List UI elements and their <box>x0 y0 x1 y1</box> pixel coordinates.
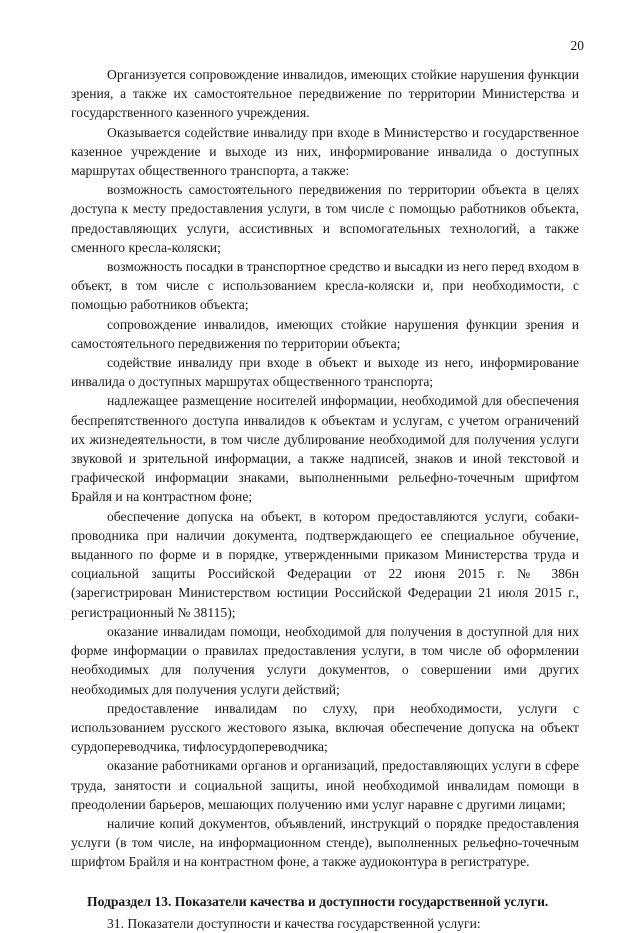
paragraph-information-placement: надлежащее размещение носителей информации, необходимой для обеспечения беспрепятственного доступа инвалидов к объектам и услугам, с учетом ограничений их жизнедеятельности, в том числе дублирование необходимой для получения услуги звуковой и зрительной информации, а также надписей, знаков и иной текстовой и графической информации знаками, выполненными рельефно-точечным шрифтом Брайля и на контрастном фоне; <box>71 393 579 505</box>
document-body <box>71 65 579 933</box>
paragraph-barrier-assistance: оказание работниками органов и организаций, предоставляющих услуги в сфере труда, занятости и социальной защиты, иной необходимой инвалидам помощи в преодолении барьеров, мешающих получению ими услуг наравне с другими лицами; <box>71 758 579 812</box>
paragraph-entry-assistance: Оказывается содействие инвалиду при входе в Министерство и государственное казенное учреждение и выходе из них, информирование инвалида о доступных маршрутах общественного транспорта, а также: <box>71 124 579 179</box>
paragraph-independent-movement: возможность самостоятельного передвижения по территории объекта в целях доступа к месту предоставления услуги, в том числе с помощью работников объекта, предоставляющих услуги, ассистивных и вспомогательных технологий, а также сменного кресла-коляски; <box>71 182 579 255</box>
paragraph-entry-exit-assistance: содействие инвалиду при входе в объект и выходе из него, информирование инвалида о доступных маршрутах общественного транспорта; <box>71 355 579 390</box>
paragraph-braille-documents: наличие копий документов, объявлений, инструкций о порядке предоставления услуги (в том числе, на информационном стенде), выполненных рельефно-точечным шрифтом Брайля и на контрастном фоне, а также аудиоконтура в регистратуре. <box>71 815 579 870</box>
paragraph-information-help: оказание инвалидам помощи, необходимой для получения в доступной для них форме информации о правилах предоставления услуги, в том числе об оформлении необходимых для получения услуги документов, о совершении ими других необходимых для получения услуги действий; <box>71 623 579 697</box>
paragraph-escort-visually-impaired: Организуется сопровождение инвалидов, имеющих стойкие нарушения функции зрения, а также их самостоятельное передвижение по территории Министерства и государственного казенного учреждения. <box>71 67 579 121</box>
paragraph-sign-language: предоставление инвалидам по слуху, при необходимости, услуги с использованием русского жестового языка, включая обеспечение допуска на объект сурдопереводчика, тифлосурдопереводчика; <box>71 700 579 755</box>
paragraph-escort-on-territory: сопровождение инвалидов, имеющих стойкие нарушения функции зрения и самостоятельного передвижения по территории объекта; <box>71 316 579 351</box>
section-heading: Подраздел 13. Показатели качества и доступности государственной услуги. <box>87 893 549 909</box>
page-number: 20 <box>570 38 584 53</box>
paragraph-guide-dog-access: обеспечение допуска на объект, в котором предоставляются услуги, собаки-проводника при наличии документа, подтверждающего ее специальное обучение, выданного по форме и в порядке, утвержденными приказом Министерства труда и социальной защиты Российской Федерации от 22 июня 2015 г. № 386н (зарегистрирован Министерством юстиции Российской Федерации 21 июля 2015 г., регистрационный № 38115); <box>71 508 579 620</box>
paragraph-vehicle-boarding: возможность посадки в транспортное средство и высадки из него перед входом в объект, в том числе с использованием кресла-коляски и, при необходимости, с помощью работников объекта; <box>71 259 579 313</box>
item-31-text: 31. Показатели доступности и качества государственной услуги: <box>107 915 481 931</box>
